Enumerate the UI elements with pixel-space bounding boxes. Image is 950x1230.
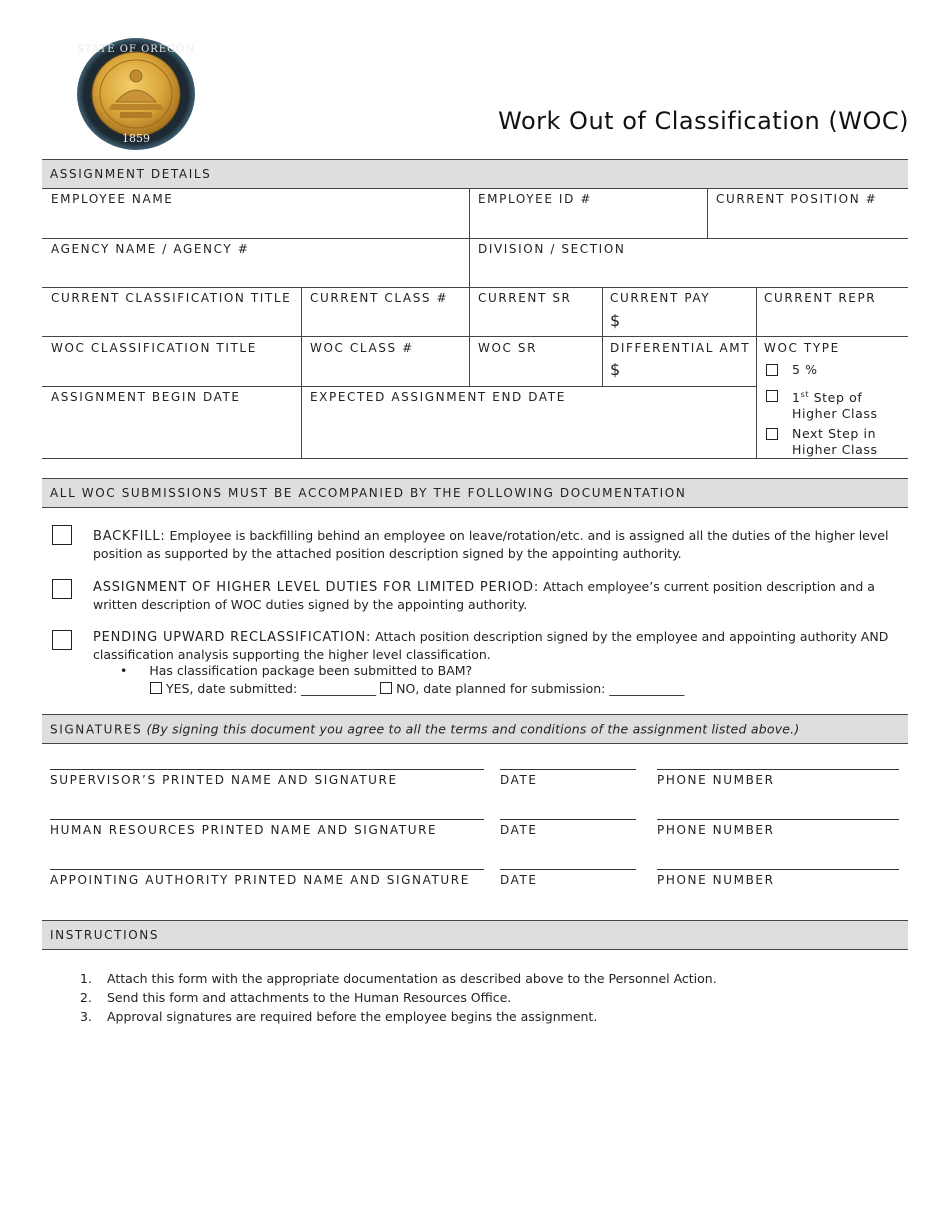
woc-class-num-label: WOC CLASS # (310, 341, 414, 355)
end-date-label: EXPECTED ASSIGNMENT END DATE (310, 390, 566, 404)
grid-line (469, 287, 470, 386)
differential-label: DIFFERENTIAL AMT (610, 341, 751, 355)
woc-class-title-label: WOC CLASSIFICATION TITLE (51, 341, 257, 355)
supervisor-date-line[interactable] (500, 769, 636, 770)
hr-date-label: DATE (500, 823, 538, 837)
documentation-title: ALL WOC SUBMISSIONS MUST BE ACCOMPANIED BY THE FOLLOWING DOCUMENTATION (50, 486, 687, 500)
grid-line (756, 287, 757, 458)
higher-duties-checkbox[interactable] (52, 579, 72, 599)
instruction-item: 1. Attach this form with the appropriate documentation as described above to the Personnel Action. (80, 971, 717, 986)
bam-no-checkbox[interactable] (380, 682, 392, 694)
appointing-date-label: DATE (500, 873, 538, 887)
current-position-field[interactable] (716, 192, 877, 206)
employee-id-field[interactable] (478, 192, 592, 206)
form-title: Work Out of Classification (WOC) (498, 107, 909, 135)
current-sr-field[interactable] (478, 291, 572, 305)
reclass-text: PENDING UPWARD RECLASSIFICATION: Attach position description signed by the employee and appointing authority AND classification analysis supporting the higher level classification. (93, 629, 889, 662)
end-date-field[interactable] (310, 390, 566, 404)
current-sr-label: CURRENT SR (478, 291, 572, 305)
agency-name-field[interactable] (51, 242, 249, 256)
current-class-num-label: CURRENT CLASS # (310, 291, 449, 305)
woc-type-first-step-label: 1st Step of Higher Class (792, 390, 878, 422)
bam-question: • Has classification package been submitted to BAM? (120, 663, 473, 678)
signatures-title: SIGNATURES (By signing this document you agree to all the terms and conditions of the assignment listed above.) (50, 721, 800, 737)
grid-line (42, 386, 756, 387)
bam-answer-row (150, 681, 684, 696)
supervisor-signature-label: SUPERVISOR’S PRINTED NAME AND SIGNATURE (50, 773, 398, 787)
woc-sr-field[interactable] (478, 341, 537, 355)
current-pay-field[interactable] (610, 291, 710, 305)
supervisor-phone-line[interactable] (657, 769, 899, 770)
grid-line (301, 287, 302, 458)
higher-duties-text: ASSIGNMENT OF HIGHER LEVEL DUTIES FOR LIMITED PERIOD: Attach employee’s current position description and a written description of WOC duties signed by the appointing authority. (93, 579, 875, 612)
hr-signature-line[interactable] (50, 819, 484, 820)
backfill-text: BACKFILL: Employee is backfilling behind an employee on leave/rotation/etc. and is assigned all the duties of the higher level position as supported by the attached position description signed by the appointing authority. (93, 528, 889, 561)
current-class-title-label: CURRENT CLASSIFICATION TITLE (51, 291, 292, 305)
woc-type-next-step-label: Next Step in Higher Class (792, 426, 878, 457)
current-repr-label: CURRENT REPR (764, 291, 877, 305)
division-field[interactable] (478, 242, 625, 256)
bam-yes-checkbox[interactable] (150, 682, 162, 694)
instructions-title: INSTRUCTIONS (50, 928, 160, 942)
supervisor-signature-line[interactable] (50, 769, 484, 770)
employee-name-field[interactable] (51, 192, 173, 206)
begin-date-label: ASSIGNMENT BEGIN DATE (51, 390, 241, 404)
assignment-details-header (42, 159, 908, 189)
svg-text:1859: 1859 (122, 132, 150, 145)
hr-phone-label: PHONE NUMBER (657, 823, 775, 837)
bullet-icon: • (120, 663, 128, 678)
differential-field[interactable] (610, 341, 750, 355)
employee-id-label: EMPLOYEE ID # (478, 192, 592, 206)
grid-line (602, 287, 603, 386)
woc-type-next-step-checkbox[interactable] (766, 428, 778, 440)
woc-class-num-field[interactable] (310, 341, 414, 355)
appointing-signature-line[interactable] (50, 869, 484, 870)
begin-date-field[interactable] (51, 390, 241, 404)
documentation-header (42, 478, 908, 508)
current-class-num-field[interactable] (310, 291, 448, 305)
grid-line (707, 189, 708, 238)
appointing-signature-label: APPOINTING AUTHORITY PRINTED NAME AND SIGNATURE (50, 873, 470, 887)
current-repr-field[interactable] (764, 291, 876, 305)
grid-line (42, 287, 908, 288)
agency-name-label: AGENCY NAME / AGENCY # (51, 242, 250, 256)
woc-class-title-field[interactable] (51, 341, 257, 355)
current-class-title-field[interactable] (51, 291, 291, 305)
woc-type-first-step-checkbox[interactable] (766, 390, 778, 402)
oregon-state-seal (76, 38, 196, 152)
grid-line (42, 336, 908, 337)
grid-line (469, 189, 470, 287)
signatures-header (42, 714, 908, 744)
bam-no-label: NO, date planned for submission: ____________ (392, 681, 685, 696)
supervisor-phone-label: PHONE NUMBER (657, 773, 775, 787)
current-position-label: CURRENT POSITION # (716, 192, 878, 206)
grid-line (42, 458, 908, 459)
grid-line (42, 238, 908, 239)
bam-yes-label: YES, date submitted: ____________ (162, 681, 381, 696)
woc-type-5pct-label: 5 % (792, 362, 818, 377)
hr-phone-line[interactable] (657, 819, 899, 820)
reclass-checkbox[interactable] (52, 630, 72, 650)
woc-type-5pct-checkbox[interactable] (766, 364, 778, 376)
current-pay-dollar: $ (610, 311, 621, 330)
assignment-details-title: ASSIGNMENT DETAILS (50, 167, 212, 181)
appointing-date-line[interactable] (500, 869, 636, 870)
woc-sr-label: WOC SR (478, 341, 538, 355)
instructions-header (42, 920, 908, 950)
backfill-checkbox[interactable] (52, 525, 72, 545)
appointing-phone-line[interactable] (657, 869, 899, 870)
appointing-phone-label: PHONE NUMBER (657, 873, 775, 887)
woc-type-label: WOC TYPE (764, 341, 840, 355)
svg-text:STATE OF OREGON: STATE OF OREGON (76, 44, 196, 55)
instruction-item: 2. Send this form and attachments to the Human Resources Office. (80, 990, 512, 1005)
hr-date-line[interactable] (500, 819, 636, 820)
hr-signature-label: HUMAN RESOURCES PRINTED NAME AND SIGNATURE (50, 823, 438, 837)
employee-name-label: EMPLOYEE NAME (51, 192, 174, 206)
current-pay-label: CURRENT PAY (610, 291, 711, 305)
supervisor-date-label: DATE (500, 773, 538, 787)
differential-dollar: $ (610, 360, 621, 379)
division-label: DIVISION / SECTION (478, 242, 626, 256)
instruction-item: 3. Approval signatures are required before the employee begins the assignment. (80, 1009, 598, 1024)
